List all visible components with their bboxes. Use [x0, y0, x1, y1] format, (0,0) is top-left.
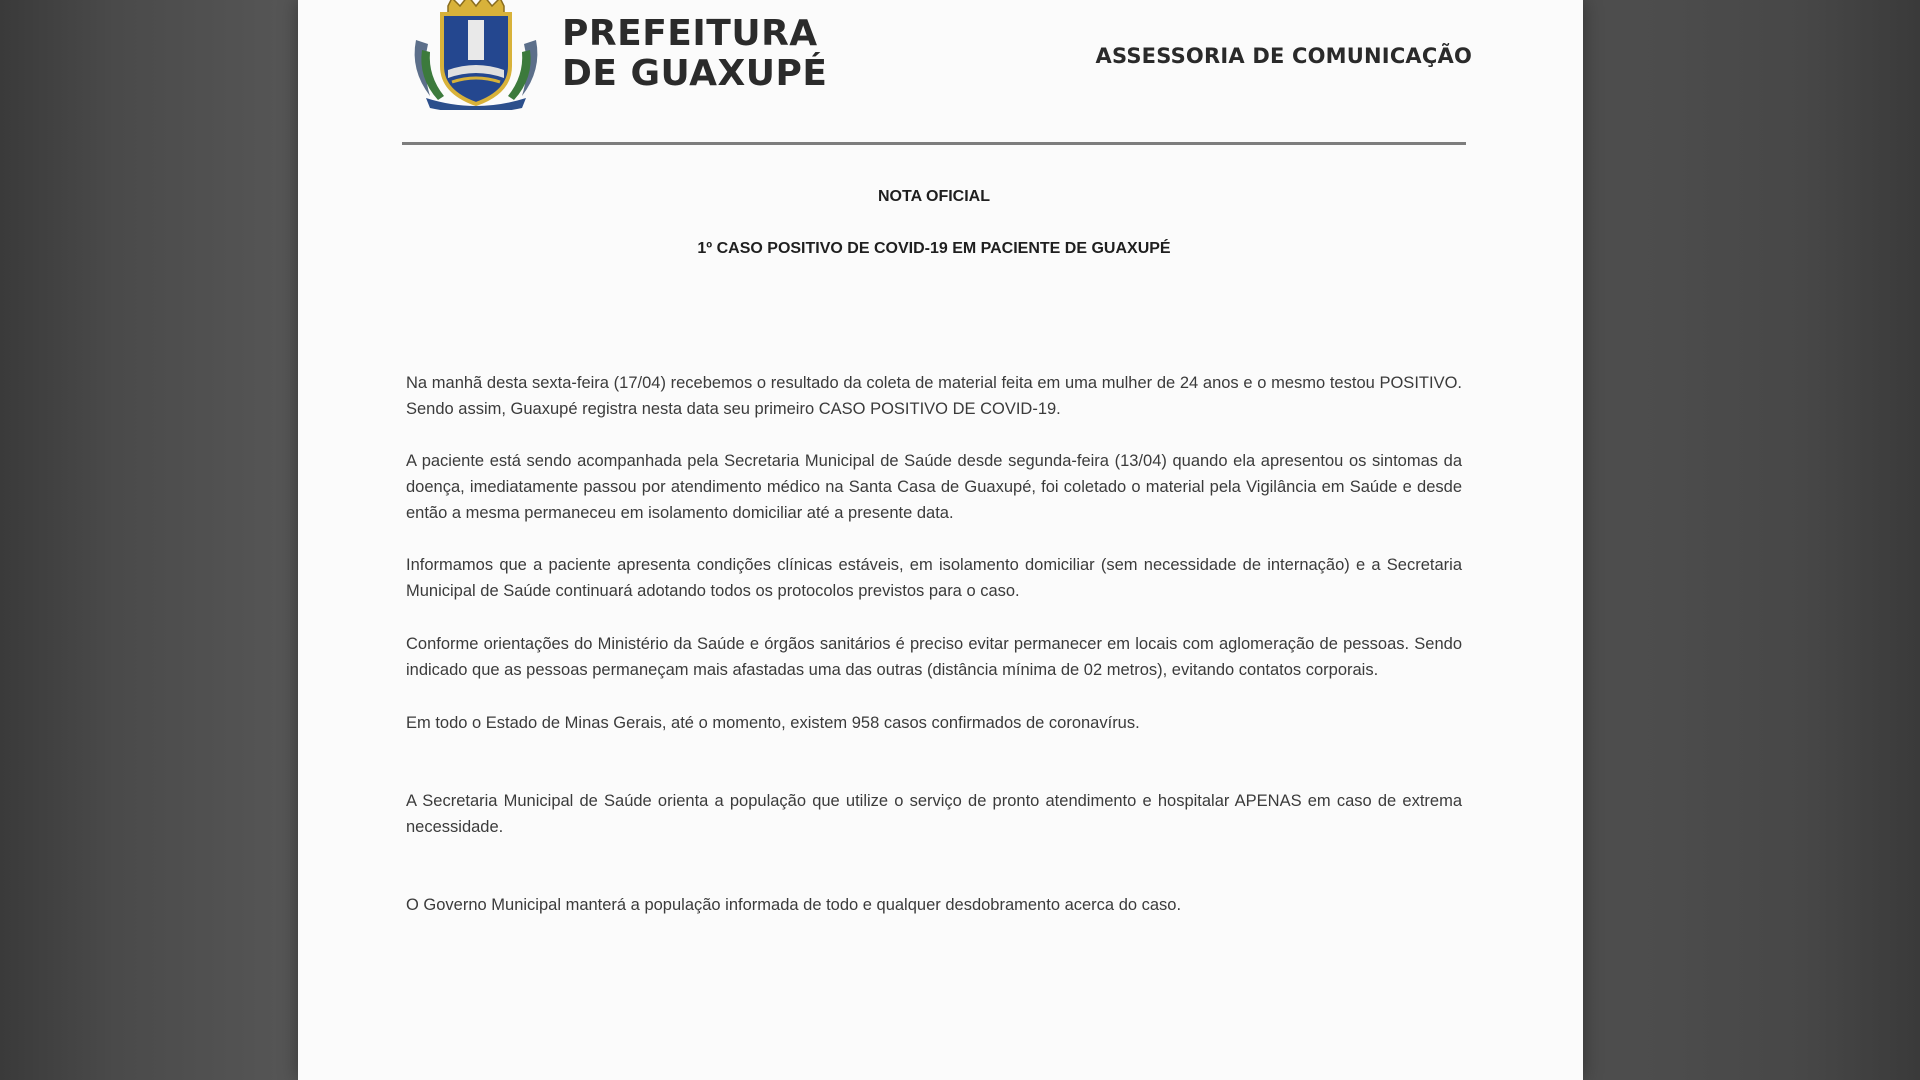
brand-title — [562, 14, 828, 94]
brand-line-1: PREFEITURA — [562, 13, 818, 54]
document-subtitle: 1º CASO POSITIVO DE COVID-19 EM PACIENTE DE GUAXUPÉ — [697, 240, 1171, 257]
paragraph-3: Informamos que a paciente apresenta condições clínicas estáveis, em isolamento domiciliar (sem necessidade de internação) e a Secretaria Municipal de Saúde continuará adotando todos os protocolos previstos para o caso. — [406, 556, 1462, 600]
letterhead — [408, 0, 1472, 145]
paragraph-2: A paciente está sendo acompanhada pela Secretaria Municipal de Saúde desde segunda-feira (13/04) quando ela apresentou os sintomas da doença, imediatamente passou por atendimento médico na Santa Casa de Guaxupé, foi coletado o material pela Vigilância em Saúde e desde então a mesma permaneceu em isolamento domiciliar até a presente data. — [406, 452, 1462, 522]
paragraph-1: Na manhã desta sexta-feira (17/04) recebemos o resultado da coleta de material feita em uma mulher de 24 anos e o mesmo testou POSITIVO. Sendo assim, Guaxupé registra nesta data seu primeiro CASO POSITIVO DE COVID-19. — [406, 374, 1462, 418]
paragraph-6: A Secretaria Municipal de Saúde orienta a população que utilize o serviço de pronto atendimento e hospitalar APENAS em caso de extrema necessidade. — [406, 792, 1462, 836]
department-name: ASSESSORIA DE COMUNICAÇÃO — [1095, 44, 1472, 68]
document-title: NOTA OFICIAL — [878, 188, 990, 205]
municipal-coat-of-arms-icon — [408, 0, 544, 110]
document-page — [298, 0, 1583, 1080]
paragraph-4: Conforme orientações do Ministério da Saúde e órgãos sanitários é preciso evitar permanecer em locais com aglomeração de pessoas. Sendo indicado que as pessoas permaneçam mais afastadas uma das outras (distância mínima de 02 metros), evitando contatos corporais. — [406, 635, 1462, 679]
paragraph-7: O Governo Municipal manterá a população informada de todo e qualquer desdobramento acerca do caso. — [406, 896, 1182, 914]
paragraph-5: Em todo o Estado de Minas Gerais, até o momento, existem 958 casos confirmados de coronavírus. — [406, 714, 1140, 732]
document-body — [406, 370, 1462, 918]
brand-line-2: DE GUAXUPÉ — [562, 53, 828, 94]
header-divider — [402, 142, 1466, 145]
